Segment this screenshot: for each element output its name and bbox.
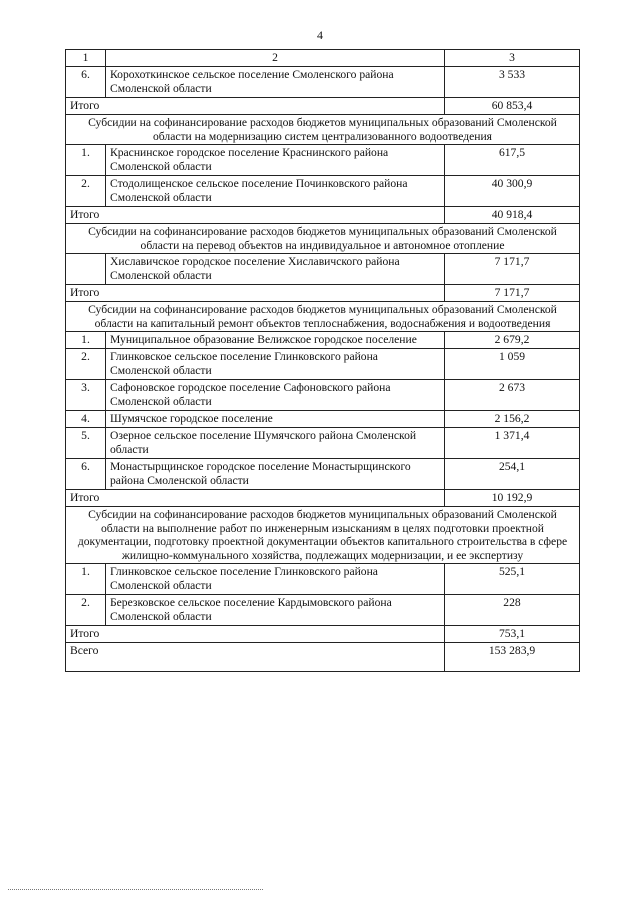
total-label: Итого [66,98,445,115]
row-number: 6. [66,459,106,490]
table-row [66,380,580,411]
table-row [66,145,580,176]
amount: 2 156,2 [445,411,580,428]
municipality-name: Краснинское городское поселение Краснинского района Смоленской области [106,145,445,176]
table-row [66,254,580,285]
municipality-name: Березковское сельское поселение Кардымовского района Смоленской области [106,595,445,626]
section-title: Субсидии на софинансирование расходов бюджетов муниципальных образований Смоленской области на перевод объектов на индивидуальное и автономное отопление [66,224,580,254]
total-value: 753,1 [445,626,580,643]
row-number: 2. [66,595,106,626]
section-header-row [66,115,580,145]
total-row [66,98,580,115]
table-row [66,332,580,349]
total-row [66,490,580,507]
header-col-3: 3 [445,50,580,67]
table-row [66,459,580,490]
amount: 617,5 [445,145,580,176]
total-label: Итого [66,285,445,302]
amount: 40 300,9 [445,176,580,207]
grand-total-row [66,643,580,672]
total-value: 60 853,4 [445,98,580,115]
header-col-1: 1 [66,50,106,67]
section-header-row [66,302,580,332]
total-row [66,285,580,302]
subsidy-table [65,49,580,672]
section-header-row [66,224,580,254]
table-header-row [66,50,580,67]
grand-total-label: Всего [66,643,445,672]
table-row [66,428,580,459]
municipality-name: Муниципальное образование Велижское городское поселение [106,332,445,349]
total-value: 40 918,4 [445,207,580,224]
table-row [66,67,580,98]
row-number: 3. [66,380,106,411]
amount: 254,1 [445,459,580,490]
table-row [66,595,580,626]
municipality-name: Озерное сельское поселение Шумячского района Смоленской области [106,428,445,459]
total-label: Итого [66,490,445,507]
row-number: 2. [66,176,106,207]
amount: 7 171,7 [445,254,580,285]
total-value: 10 192,9 [445,490,580,507]
amount: 525,1 [445,564,580,595]
row-number: 2. [66,349,106,380]
row-number: 1. [66,145,106,176]
table-row [66,176,580,207]
municipality-name: Корохоткинское сельское поселение Смоленского района Смоленской области [106,67,445,98]
amount: 3 533 [445,67,580,98]
section-title: Субсидии на софинансирование расходов бюджетов муниципальных образований Смоленской области на капитальный ремонт объектов теплоснабжения, водоснабжения и водоотведения [66,302,580,332]
municipality-name: Глинковское сельское поселение Глинковского района Смоленской области [106,349,445,380]
amount: 228 [445,595,580,626]
table-row [66,564,580,595]
municipality-name: Сафоновское городское поселение Сафоновского района Смоленской области [106,380,445,411]
amount: 1 371,4 [445,428,580,459]
municipality-name: Стодолищенское сельское поселение Починковского района Смоленской области [106,176,445,207]
municipality-name: Хиславичское городское поселение Хиславичского района Смоленской области [106,254,445,285]
header-col-2: 2 [106,50,445,67]
total-row [66,207,580,224]
municipality-name: Монастырщинское городское поселение Монастырщинского района Смоленской области [106,459,445,490]
section-title: Субсидии на софинансирование расходов бюджетов муниципальных образований Смоленской области на выполнение работ по инженерным изысканиям в целях подготовки проектной документации, подготовку проектной документации объектов капитального строительства в сфере жилищно-коммунального хозяйства, подлежащих модернизации, и ее экспертизу [66,507,580,564]
total-label: Итого [66,207,445,224]
table-row [66,411,580,428]
row-number: 1. [66,564,106,595]
row-number: 6. [66,67,106,98]
row-number: 4. [66,411,106,428]
municipality-name: Глинковское сельское поселение Глинковского района Смоленской области [106,564,445,595]
footer-divider [8,889,263,890]
row-number: 5. [66,428,106,459]
amount: 2 679,2 [445,332,580,349]
total-row [66,626,580,643]
row-number: 1. [66,332,106,349]
page-number: 4 [317,28,323,42]
section-title: Субсидии на софинансирование расходов бюджетов муниципальных образований Смоленской области на модернизацию систем централизованного водоотведения [66,115,580,145]
total-label: Итого [66,626,445,643]
total-value: 7 171,7 [445,285,580,302]
grand-total-value: 153 283,9 [445,643,580,672]
table-row [66,349,580,380]
section-header-row [66,507,580,564]
municipality-name: Шумячское городское поселение [106,411,445,428]
amount: 1 059 [445,349,580,380]
amount: 2 673 [445,380,580,411]
row-number [66,254,106,285]
